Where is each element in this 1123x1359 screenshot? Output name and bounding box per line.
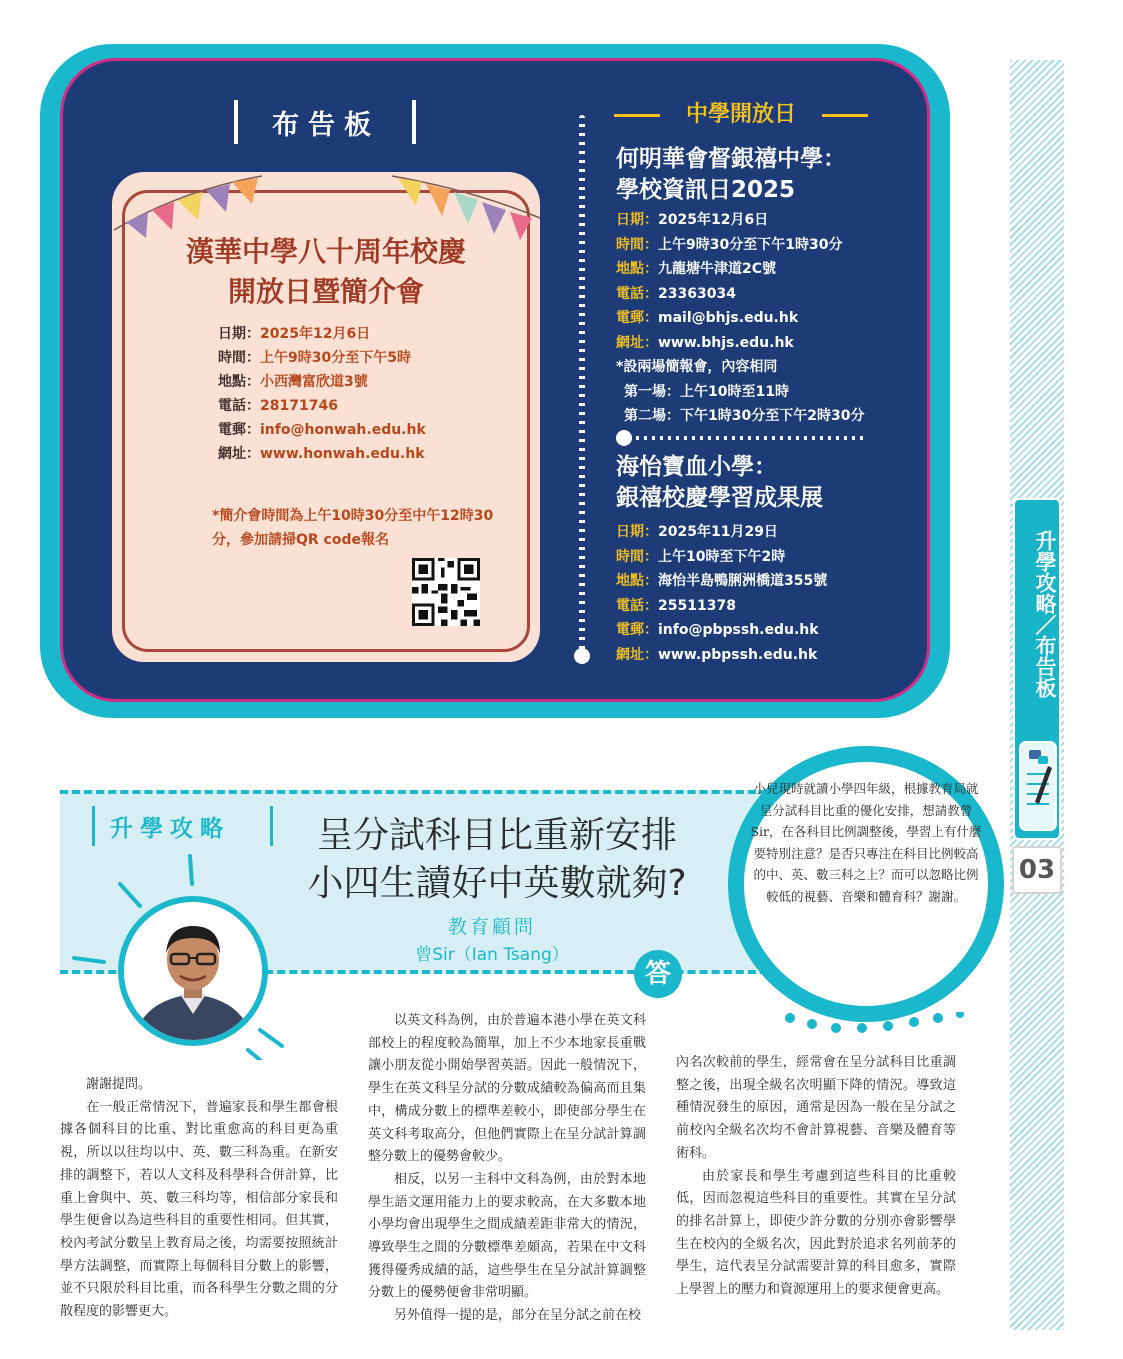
section-side-tab	[1013, 498, 1061, 840]
info-value: www.bhjs.edu.hk	[658, 334, 794, 351]
info-value: 2025年12月6日	[658, 212, 769, 228]
info-value: www.honwah.edu.hk	[260, 446, 425, 462]
title-bar-left	[234, 100, 238, 144]
info-row-venue	[616, 569, 916, 594]
paragraph: 另外值得一提的是，部分在呈分試之前在校	[394, 1308, 642, 1324]
divider-end-dot	[574, 648, 590, 664]
school2-title-line2: 銀禧校慶學習成果展	[616, 485, 823, 511]
info-label: 電郵：	[616, 622, 658, 638]
board-title: 布告板	[272, 110, 380, 141]
info-row-website	[218, 442, 518, 466]
open-day-heading-text: 中學開放日	[685, 102, 796, 127]
school1-title-line1: 何明華會督銀禧中學：	[616, 146, 846, 172]
info-row-website	[616, 331, 916, 356]
info-value: 上午9時30分至下午5時	[260, 350, 411, 366]
tag-bar-left	[92, 806, 95, 846]
info-label: 日期：	[616, 524, 658, 540]
school2-title-line1: 海怡寶血小學：	[616, 454, 777, 480]
question-text: 小兒現時就讀小學四年級，根據教育局就呈分試科目比重的優化安排，想請教曾Sir，在各科目比例調整後，學習上有什麼要特別注意？是否只專注在科目比例較高的中、英、數三科之上？而可以忽略比例較低的視藝、音樂和體育科？謝謝。	[750, 781, 982, 904]
info-row-phone	[616, 282, 916, 307]
anniversary-title-line2: 開放日暨簡介會	[227, 275, 424, 308]
dotted-divider-vertical	[579, 115, 585, 655]
anniversary-card-title	[122, 232, 530, 312]
info-value: info@pbpssh.edu.hk	[658, 622, 819, 638]
open-day-heading	[614, 98, 868, 132]
info-value: 2025年11月29日	[658, 524, 778, 540]
info-row-date	[218, 322, 518, 346]
info-row-phone	[218, 394, 518, 418]
info-row-venue	[616, 257, 916, 282]
title-bar-right	[412, 100, 416, 144]
info-value: 九龍塘牛津道2C號	[658, 261, 777, 277]
info-value: 23363034	[658, 285, 736, 302]
info-label: 日期：	[218, 326, 260, 342]
anniversary-title-line1: 漢華中學八十周年校慶	[185, 235, 466, 268]
paragraph: 由於家長和學生考慮到這些科目的比重較低，因而忽視這些科目的重要性。其實在呈分試的排名計算上，即使少許分數的分別亦會影響學生在校內的全級名次，因此對於追求名列前茅的學生，這代表呈分試需要計算的科目愈多，實際上學習上的壓力和資源運用上的要求便會更高。	[676, 1168, 956, 1298]
notebook-pen-icon	[1019, 740, 1057, 832]
info-row-date	[616, 520, 916, 545]
info-row-time	[616, 545, 916, 570]
info-row-venue	[218, 370, 518, 394]
article-column-3	[676, 1052, 956, 1302]
school1-note: *設兩場簡報會，內容相同	[616, 359, 778, 375]
dotted-divider-horizontal	[628, 436, 868, 440]
advisor-role: 教育顧問	[447, 916, 536, 938]
info-label: 地點：	[218, 374, 260, 390]
school1-info-list	[616, 208, 916, 429]
info-value: 小西灣富欣道3號	[260, 374, 368, 390]
article-title	[262, 812, 732, 908]
school1-session1: 第一場：上午10時至11時	[624, 383, 789, 400]
info-value: mail@bhjs.edu.hk	[658, 310, 799, 326]
info-value: 上午9時30分至下午1時30分	[658, 236, 843, 253]
school1-title	[616, 144, 906, 206]
paragraph: 內名次較前的學生，經常會在呈分試科目比重調整之後，出現全級名次明顯下降的情況。導致這種情況發生的原因，通常是因為一般在呈分試之前校內全級名次均不會計算視藝、音樂及體育等術科。	[676, 1055, 956, 1161]
school2-info-list	[616, 520, 916, 667]
info-value: 28171746	[260, 398, 338, 414]
info-label: 電郵：	[218, 422, 260, 438]
qr-code-icon[interactable]	[412, 558, 480, 626]
side-tab-label: 升學攻略／布告板	[1033, 530, 1057, 698]
info-label: 時間：	[218, 350, 260, 366]
info-label: 網址：	[616, 646, 658, 663]
school1-session2: 第二場：下午1時30分至下午2時30分	[624, 408, 865, 424]
info-label: 時間：	[616, 236, 658, 253]
info-row-time	[616, 233, 916, 258]
school1-title-line2: 學校資訊日2025	[616, 177, 796, 203]
info-label: 日期：	[616, 212, 658, 228]
info-row-phone	[616, 594, 916, 619]
info-row-time	[218, 346, 518, 370]
info-value: 海怡半島鴨脷洲橋道355號	[658, 573, 828, 589]
column-tag: 升學攻略	[110, 816, 230, 842]
article-title-line2: 小四生讀好中英數就夠?	[307, 863, 687, 904]
heading-line-right	[822, 114, 868, 117]
advisor-name: 曾Sir（Ian Tsang）	[415, 945, 569, 965]
article-title-line1: 呈分試科目比重新安排	[316, 815, 677, 856]
anniversary-info-list	[218, 322, 518, 466]
school2-title	[616, 452, 906, 514]
info-row-website	[616, 643, 916, 668]
info-label: 電話：	[616, 285, 658, 302]
paragraph: 在一般正常情況下，普遍家長和學生都會根據各個科目的比重、對比重愈高的科目更為重視，所以以往均以中、英、數三科為重。在新安排的調整下，若以人文科及科學科合併計算，比重上會與中、英、數三科均等，相信部分家長和學生便會以為這些科目的重要性相同。但其實，校內考試分數呈上教育局之後，均需要按照統計學方法調整，而實際上每個科目分數上的影響，並不只限於科目比重，而各科學生分數之間的分散程度的影響更大。	[60, 1099, 338, 1320]
info-label: 網址：	[616, 334, 658, 351]
bubble-dots-decoration	[780, 1012, 1000, 1042]
info-label: 網址：	[218, 446, 260, 462]
anniversary-note: *簡介會時間為上午10時30分至中午12時30分，參加請掃QR code報名	[212, 508, 494, 548]
info-row-email	[616, 306, 916, 331]
info-label: 電話：	[616, 597, 658, 614]
info-label: 電話：	[218, 398, 260, 414]
info-value: www.pbpssh.edu.hk	[658, 646, 818, 663]
info-value: 2025年12月6日	[260, 326, 371, 342]
info-label: 時間：	[616, 548, 658, 565]
info-row-date	[616, 208, 916, 233]
paragraph: 相反，以另一主科中文科為例，由於對本地學生語文運用能力上的要求較高，在大多數本地小學均會出現學生之間成績差距非常大的情況，導致學生之間的分數標準差頗高，若果在中文科獲得優秀成績的話，這些學生在呈分試計算調整分數上的優勢便會非常明顯。	[368, 1171, 646, 1301]
info-label: 電郵：	[616, 310, 658, 326]
info-row-email	[218, 418, 518, 442]
page-number: 03	[1012, 846, 1062, 894]
info-label: 地點：	[616, 261, 658, 277]
article-column-2	[368, 1010, 646, 1328]
advisor-avatar	[124, 902, 262, 1040]
paragraph: 謝謝提問。	[86, 1077, 152, 1092]
info-value: 上午10時至下午2時	[658, 548, 786, 565]
article-column-1	[60, 1074, 338, 1324]
paragraph: 以英文科為例，由於普遍本港小學在英文科部校上的程度較為簡單，加上不少本地家長重戰讓小朋友從小開始學習英語。因此一般情況下，學生在英文科呈分試的分數成績較為偏高而且集中，構成分數上的標準差較小，即使部分學生在英文科考取高分，但他們實際上在呈分試計算調整分數上的優勢會較少。	[368, 1013, 646, 1165]
answer-badge: 答	[634, 950, 682, 998]
info-row-email	[616, 618, 916, 643]
info-label: 地點：	[616, 573, 658, 589]
info-value: 25511378	[658, 597, 736, 614]
info-value: info@honwah.edu.hk	[260, 422, 426, 438]
